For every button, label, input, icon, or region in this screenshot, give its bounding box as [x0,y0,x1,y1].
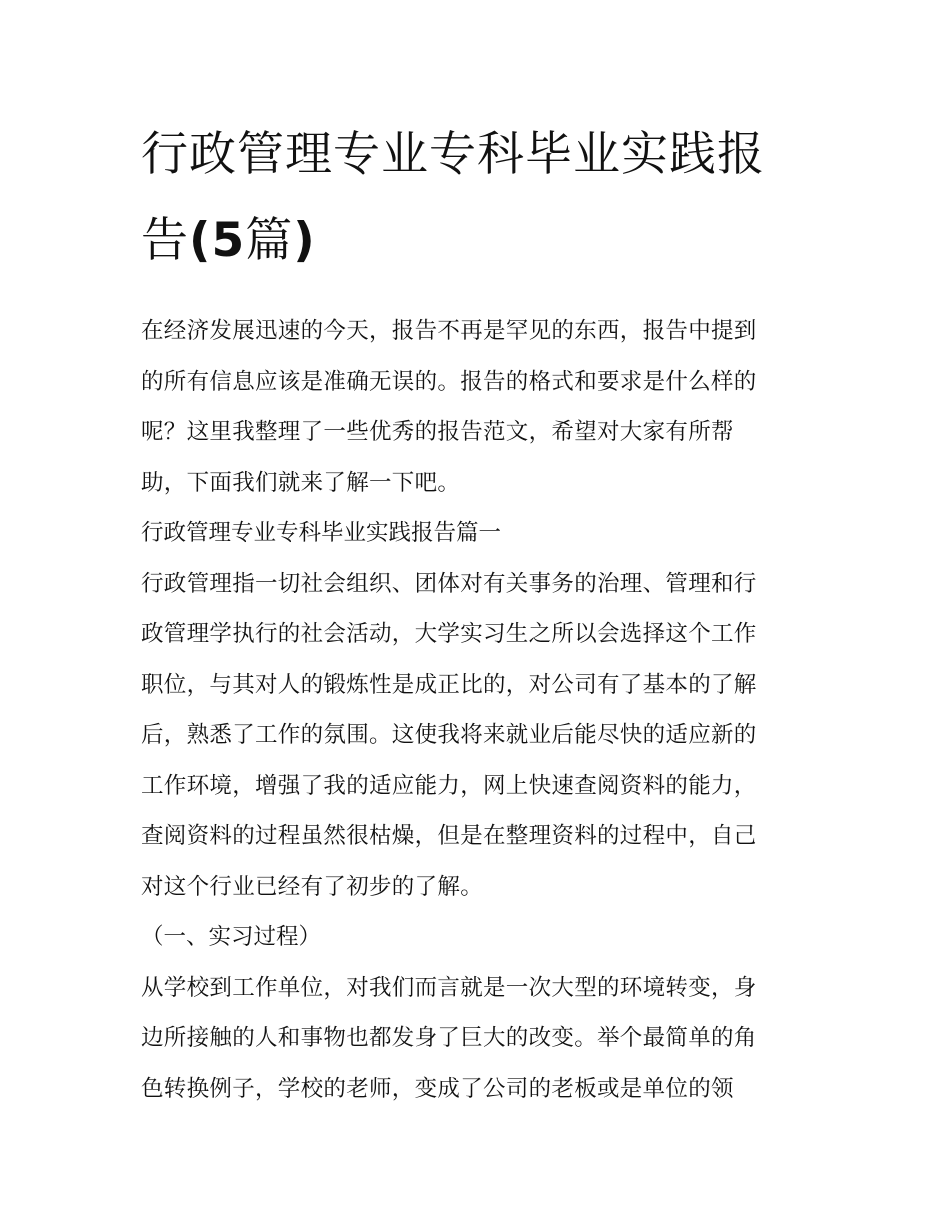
section-2-paragraph [141,963,821,1115]
body-line: 对这个行业已经有了初步的了解。 [141,873,484,900]
title-line-2-suffix: ) [293,213,316,268]
title-line-2-num: (5 [189,213,246,268]
body-line: 查阅资料的过程虽然很枯燥，但是在整理资料的过程中，自己 [141,823,757,849]
title-line-2-prefix: 告 [141,213,189,268]
title-line-2-mid: 篇 [245,213,294,268]
body-line: 色转换例子，学校的老师，变成了公司的老板或是单位的领 [141,1075,734,1102]
intro-line: 的所有信息应该是准确无误的。报告的格式和要求是什么样的 [141,368,757,395]
body-line: 工作环境，增强了我的适应能力，网上快速查阅资料的能力， [141,772,757,799]
body-line: 从学校到工作单位，对我们而言就是一次大型的环境转变，身 [141,974,757,1001]
body-line: 行政管理指一切社会组织、团体对有关事务的治理、管理和行 [141,570,757,597]
subheading: （一、实习过程） [141,924,322,950]
document-page [141,112,821,1114]
title-line-1: 行政管理专业专科毕业实践报 [141,127,765,182]
section-heading: 行政管理专业专科毕业实践报告篇一 [141,520,502,546]
intro-line: 在经济发展迅速的今天，报告不再是罕见的东西，报告中提到 [141,318,757,344]
intro-line: 呢？这里我整理了一些优秀的报告范文，希望对大家有所帮 [141,419,734,445]
document-title [141,112,821,284]
intro-paragraph [141,306,821,508]
intro-line: 助，下面我们就来了解一下吧。 [141,469,461,496]
body-line: 职位，与其对人的锻炼性是成正比的，对公司有了基本的了解 [141,671,757,698]
body-line: 政管理学执行的社会活动，大学实习生之所以会选择这个工作 [141,621,757,647]
body-line: 后，熟悉了工作的氛围。这使我将来就业后能尽快的适应新的 [141,722,757,748]
section-1-paragraph [141,559,821,913]
body-line: 边所接触的人和事物也都发身了巨大的改变。举个最简单的角 [141,1025,757,1051]
